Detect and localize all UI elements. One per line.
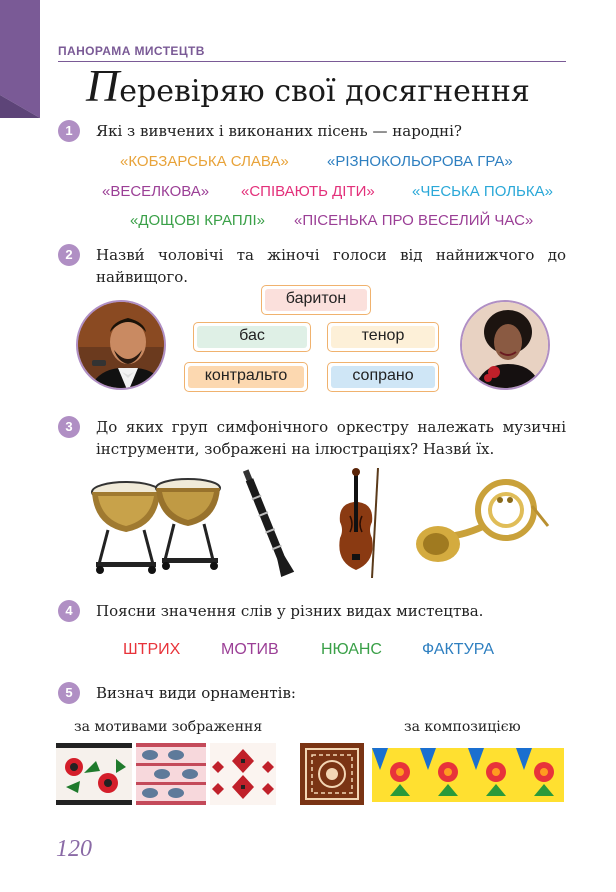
question-number-4: 4 xyxy=(58,600,80,622)
song-spivaiut-dity: «СПІВАЮТЬ ДІТИ» xyxy=(241,183,375,200)
voice-box-bas: бас xyxy=(193,322,311,352)
title-initial: П xyxy=(86,60,120,111)
page-number: 120 xyxy=(56,836,92,862)
question-number-5: 5 xyxy=(58,682,80,704)
ornament-flower-border xyxy=(372,748,564,802)
voice-box-kontralto: контральто xyxy=(184,362,308,392)
top-rule xyxy=(58,61,566,62)
ornament-floral-embroidery xyxy=(56,743,132,805)
question-1-text: Які з вивчених і виконаних пісень — народні? xyxy=(96,122,462,140)
song-cheska-polka: «ЧЕСЬКА ПОЛЬКА» xyxy=(412,183,553,200)
term-shtrykh: ШТРИХ xyxy=(123,641,181,658)
song-pisenka-pro-veselyi-chas: «ПІСЕНЬКА ПРО ВЕСЕЛИЙ ЧАС» xyxy=(294,212,534,229)
clarinet-image xyxy=(236,464,300,582)
voice-box-soprano: сопрано xyxy=(327,362,439,392)
ornament-group-composition-label: за композицією xyxy=(404,719,521,735)
timpani-image xyxy=(88,474,224,576)
question-3-text: До яких груп симфонічного оркестру належать музичні інструменти, зображені на ілюстраціях? Назви́ їх. xyxy=(96,418,566,458)
female-singer-photo xyxy=(460,300,550,390)
voice-box-baryton: баритон xyxy=(261,285,371,315)
title-text: еревіряю свої досягнення xyxy=(119,74,530,109)
song-doshchovi-krapli: «ДОЩОВІ КРАПЛІ» xyxy=(130,212,265,229)
section-label: ПАНОРАМА МИСТЕЦТВ xyxy=(58,44,205,58)
question-number-2: 2 xyxy=(58,244,80,266)
term-motyv: МОТИВ xyxy=(221,641,279,658)
term-niuans: НЮАНС xyxy=(321,641,382,658)
page-title xyxy=(86,60,566,111)
male-singer-photo xyxy=(76,300,166,390)
song-kobzarska-slava: «КОБЗАРСЬКА СЛАВА» xyxy=(120,153,289,170)
song-veselkova: «ВЕСЕЛКОВА» xyxy=(102,183,210,200)
question-5-text: Визнач види орнаментів: xyxy=(96,684,296,702)
question-2-text: Назви́ чоловічі та жіночі голоси від найнижчого до найвищого. xyxy=(96,246,566,286)
corner-ribbon xyxy=(0,0,40,118)
ornament-geometric-cross-stitch xyxy=(210,743,276,805)
voice-box-tenor: тенор xyxy=(327,322,439,352)
question-4-text: Поясни значення слів у різних видах мистецтва. xyxy=(96,602,484,620)
question-number-1: 1 xyxy=(58,120,80,142)
ornament-elephants xyxy=(136,743,206,805)
french-horn-image xyxy=(414,470,552,570)
question-number-3: 3 xyxy=(58,416,80,438)
term-faktura: ФАКТУРА xyxy=(422,641,495,658)
song-riznokolorova-hra: «РІЗНОКОЛЬОРОВА ГРА» xyxy=(327,153,513,170)
ornament-meander-square xyxy=(300,743,364,805)
violin-image xyxy=(328,466,388,582)
ornament-group-motif-label: за мотивами зображення xyxy=(74,719,263,735)
